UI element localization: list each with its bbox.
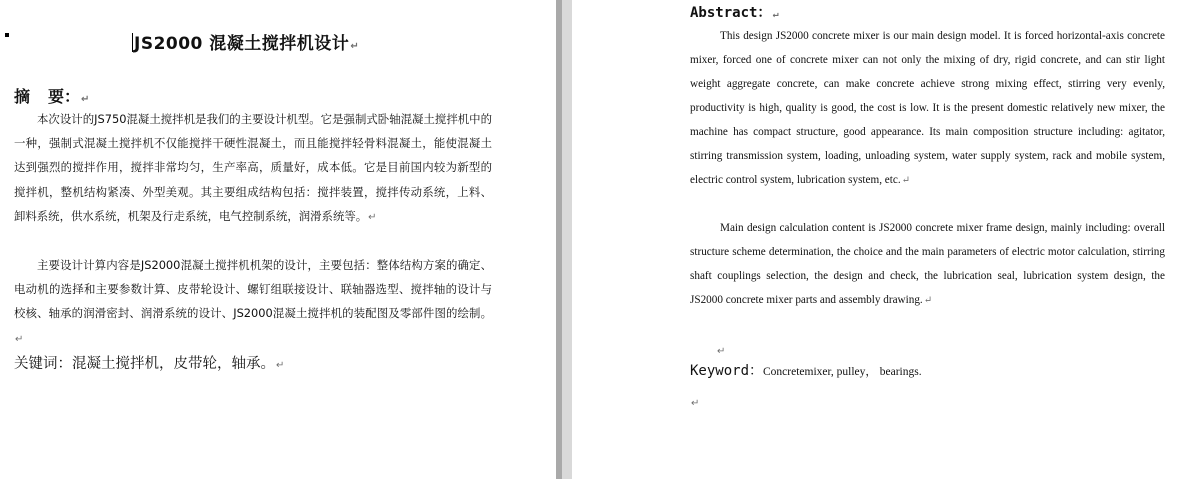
english-keywords[interactable]	[690, 360, 922, 380]
english-abstract-paragraph-1[interactable]	[690, 24, 1165, 193]
chinese-abstract-paragraph-1[interactable]	[14, 107, 492, 230]
paragraph-mark-icon: ↵	[276, 360, 285, 371]
english-paragraph-2-text: Main design calculation content is JS2000 concrete mixer frame design, mainly including: overall structure scheme determination, the choice and the main parameters of electric motor calculation, stirring shaft couplings selection, the design and check, the lubrication seal, lubrication system design, the JS2000 concrete mixer parts and assembly drawing.	[690, 222, 1165, 306]
chinese-abstract-heading	[14, 84, 89, 107]
paragraph-mark-icon: ↵	[923, 295, 933, 306]
chinese-title[interactable]	[132, 29, 359, 54]
paragraph-mark-icon: ↵	[691, 398, 700, 409]
paragraph-mark-icon: ↵	[81, 94, 90, 105]
empty-paragraph[interactable]	[716, 339, 725, 358]
paragraph-bullet-mark	[5, 33, 9, 37]
left-page[interactable]	[0, 0, 556, 479]
chinese-abstract-label: 摘	[14, 87, 31, 106]
chinese-abstract-paragraph-2[interactable]	[14, 253, 492, 352]
chinese-paragraph-2-text: 主要设计计算内容是JS2000混凝土搅拌机机架的设计，主要包括：整体结构方案的确定、电动机的选择和主要参数计算、皮带轮设计、螺钉组联接设计、联轴器选型、搅拌轴的设计与校核、轴承的润滑密封、润滑系统的设计、JS2000混凝土搅拌机的装配图及零部件图的绘制。	[14, 258, 492, 321]
paragraph-mark-icon: ↵	[901, 175, 911, 186]
chinese-keywords-text: 关键词：混凝土搅拌机，皮带轮，轴承。	[14, 356, 275, 372]
paragraph-mark-icon: ↵	[350, 41, 360, 52]
text-cursor	[132, 33, 133, 52]
chinese-title-text: JS2000 混凝土搅拌机设计	[134, 34, 350, 54]
english-abstract-paragraph-2[interactable]	[690, 216, 1165, 313]
english-abstract-heading	[690, 2, 778, 22]
paragraph-mark-icon: ↵	[717, 346, 726, 357]
chinese-paragraph-1-text: 本次设计的JS750混凝土搅拌机是我们的主要设计机型。它是强制式卧轴混凝土搅拌机中的一种，强制式混凝土搅拌机不仅能搅拌干硬性混凝土，而且能搅拌轻骨料混凝土，能使混凝土达到强烈的搅拌作用，搅拌非常均匀，生产率高，质量好，成本低。它是目前国内较为新型的搅拌机，整机结构紧凑、外型美观。其主要组成结构包括：搅拌装置，搅拌传动系统，上料、卸料系统，供水系统，机架及行走系统，电气控制系统，润滑系统等。	[14, 112, 492, 223]
empty-paragraph[interactable]	[690, 391, 699, 410]
page-gutter-shadow	[556, 0, 562, 479]
english-keyword-label: Keyword：	[690, 363, 764, 379]
paragraph-mark-icon: ↵	[368, 211, 377, 223]
paragraph-mark-icon: ↵	[15, 333, 24, 345]
chinese-abstract-label-b: 要：	[48, 87, 81, 106]
paragraph-mark-icon: ↵	[772, 9, 779, 20]
chinese-keywords[interactable]	[14, 352, 284, 373]
english-keywords-text: Concretemixer, pulley， bearings.	[763, 366, 922, 378]
english-abstract-label: Abstract：	[690, 5, 772, 21]
english-paragraph-1-text: This design JS2000 concrete mixer is our main design model. It is forced horizontal-axis concrete mixer, forced one of concrete mixer can not only the mixing of dry, rigid concrete, and can stir light weight aggregate concrete, can make concrete achieve strong mixing effect, stirring very evenly, productivity is high, quality is good, the cost is low. It is the present domestic relatively new mixer, the machine has compact structure, good appearance. Its main composition structure including: agitator, stirring transmission system, loading, unloading system, water supply system, rack and mobile system, electric control system, lubrication system, etc.	[690, 30, 1165, 186]
